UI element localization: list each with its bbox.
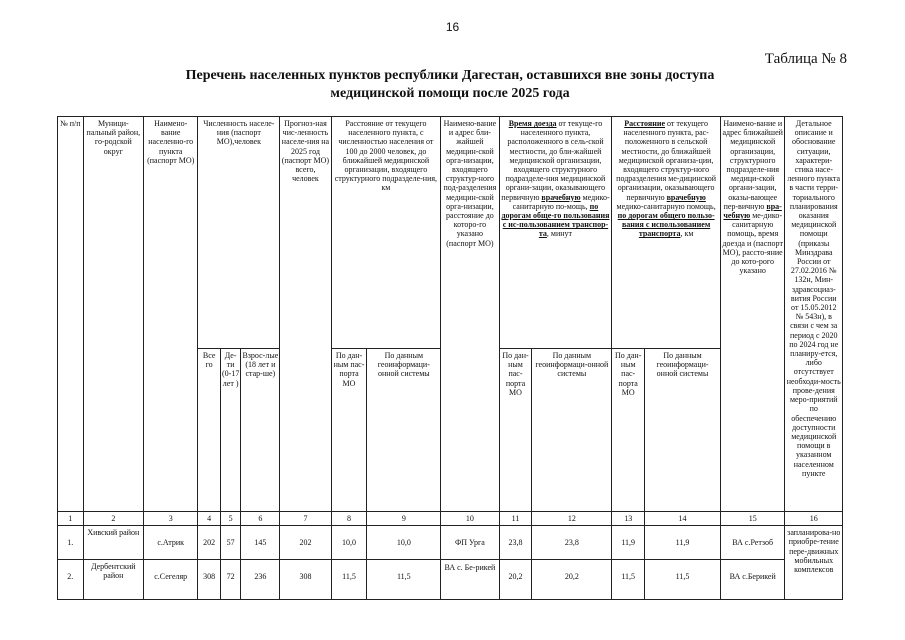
col-num: 6 [241,512,280,526]
row-children: 57 [220,526,240,560]
row-dist-passport: 10,0 [331,526,367,560]
h8-t1: от текуще-го населенного пункта, расположенного в сель-ской местности, до бли-жайшей медицинской организации, входящего структурного подразделе-ния медицинской органи-зации, оказывающего первичную [501,119,606,202]
col-num: 3 [144,512,198,526]
col-num: 1 [58,512,84,526]
row-road-passport: 11,9 [612,526,645,560]
h9-u1: Расстояние [624,119,665,128]
row-dist-passport: 11,5 [331,560,367,600]
col-num: 10 [441,512,499,526]
header-travel-time [499,117,612,349]
row-time-passport: 23,8 [499,526,532,560]
h9-t1: от текущего населенного пункта, рас-положенного в сельской местности, до ближайшей медицинской организа-ции, входящего структур-ного подразделения ме-дицинской организации, оказывающего первичную [616,119,717,202]
row-forecast: 308 [280,560,331,600]
h9-u3: по дорогам общего пользо-вания с использованием транспорта [617,211,715,239]
col-num: 16 [785,512,843,526]
h8-u2: врачебную [541,192,581,202]
col-num: 2 [83,512,143,526]
row-dist-gis: 10,0 [367,526,441,560]
col-num: 12 [532,512,612,526]
row-org: ФП Урга [441,526,499,560]
h9-u2: врачебную [666,192,706,202]
h8-u1: Время доезда [508,119,557,128]
header-row-1 [58,117,843,349]
sub-header-adults: Взрос-лые (18 лет и стар-ше) [241,349,280,512]
sub-header-gis-2: По данным геоинформаци-онной системы [532,349,612,512]
row-settlement: с.Сегеляр [144,560,198,600]
sub-header-children: Де-ти (0-17 лет ) [220,349,240,512]
h10-t1: Наимено-вание и адрес ближайшей медицинской организации, структурного подразделе-ния медици-ской органи-зации, оказы-вающее пер-вичную [722,119,783,211]
row-med-org: ВА с.Берикей [720,560,785,600]
row-settlement: с.Атрик [144,526,198,560]
sub-header-all: Все го [198,349,221,512]
sub-header-passport: По дан-ным пас-порта МО [331,349,367,512]
col-num: 13 [612,512,645,526]
col-num: 8 [331,512,367,526]
column-number-row [58,512,843,526]
row-med-org: ВА с.Ретзоб [720,526,785,560]
row-all: 308 [198,560,221,600]
table-row [58,560,843,600]
h8-t2: медико-санитарную по-мощь, [512,192,610,211]
sub-header-passport-3: По дан-ным пас-порта МО [612,349,645,512]
row-children: 72 [220,560,240,600]
sub-header-passport-2: По дан-ным пас-порта МО [499,349,532,512]
header-num: № п/п [58,117,84,512]
header-distance: Расстояние от текущего населенного пункта, с численностью населения от 100 до 2000 человек, до ближайшей медицинской организации, входящего структурного подразделе-ния, км [331,117,441,349]
row-time-passport: 20,2 [499,560,532,600]
col-num: 5 [220,512,240,526]
row-note: запланирова-но приобре-тение пере-движных мобильных комплексов [785,526,843,600]
col-num: 4 [198,512,221,526]
header-road-distance [612,117,721,349]
row-forecast: 202 [280,526,331,560]
h10-t2: ме-дико-санитарную помощь, время доезда и (паспорт МО), рассто-яние до кото-рого указано [722,211,783,276]
col-num: 14 [645,512,721,526]
header-description: Детальное описание и обоснование ситуации, характери-стика насе-ленного пункта в части терри-ториального планирования оказания медицинской помощи (приказы Минздрава России от 27.02.2016 № 132н, Мин-здравсоциаз-вития России от 15.05.2012 № 543н), в связи с чем за период с 2020 по 2024 год не планиру-ется, либо отсутствует необходи-мость прове-дения меро-приятий по обеспечению доступности медицинской помощи в указанном населенном пункте [785,117,843,512]
row-district: Дербентский район [83,560,143,600]
sub-header-gis: По данным геоинформаци-онной системы [367,349,441,512]
settlements-table [57,116,843,600]
title-line-2: медицинской помощи после 2025 года [330,86,570,101]
h8-u3: по дорогам обще-го пользования с ис-пользованием транспор-та [501,201,610,239]
row-dist-gis: 11,5 [367,560,441,600]
title-line-1: Перечень населенных пунктов республики Дагестан, оставшихся вне зоны доступа [185,68,715,83]
row-org: ВА с. Бе-рикей [441,560,499,600]
h9-t3: , км [680,229,694,239]
row-adults: 145 [241,526,280,560]
row-adults: 236 [241,560,280,600]
col-num: 11 [499,512,532,526]
row-road-gis: 11,5 [645,560,721,600]
table-row [58,526,843,560]
row-road-gis: 11,9 [645,526,721,560]
header-forecast: Прогноз-ная чис-ленность населе-ния на 2025 год (паспорт МО) всего, человек [280,117,331,512]
table-label: Таблица № 8 [764,51,847,67]
col-num: 7 [280,512,331,526]
header-settlement: Наимено-вание населенно-го пункта (паспорт МО) [144,117,198,512]
sub-header-gis-3: По данным геоинформаци-онной системы [645,349,721,512]
header-med-org [720,117,785,512]
row-time-gis: 23,8 [532,526,612,560]
header-district: Муници-пальный район, го-родской округ [83,117,143,512]
row-number: 1. [58,526,84,560]
col-num: 9 [367,512,441,526]
page-number: 16 [445,20,460,34]
header-nearest-org: Наимено-вание и адрес бли-жайшей медицин-ской орга-низации, входящего структур-ного под-разделения медицин-ской орга-низации, расстояние до которо-го указано (паспорт МО) [441,117,499,512]
h8-t3: , минут [546,229,573,239]
row-number: 2. [58,560,84,600]
col-num: 15 [720,512,785,526]
h10-u: вра-чебную [723,201,782,221]
row-all: 202 [198,526,221,560]
document-title [120,67,780,103]
header-population: Численность населе-ния (паспорт МО),человек [198,117,280,349]
row-district: Хивский район [83,526,143,560]
row-time-gis: 20,2 [532,560,612,600]
row-road-passport: 11,5 [612,560,645,600]
h9-t2: медико-санитарную помощь, [616,201,716,211]
